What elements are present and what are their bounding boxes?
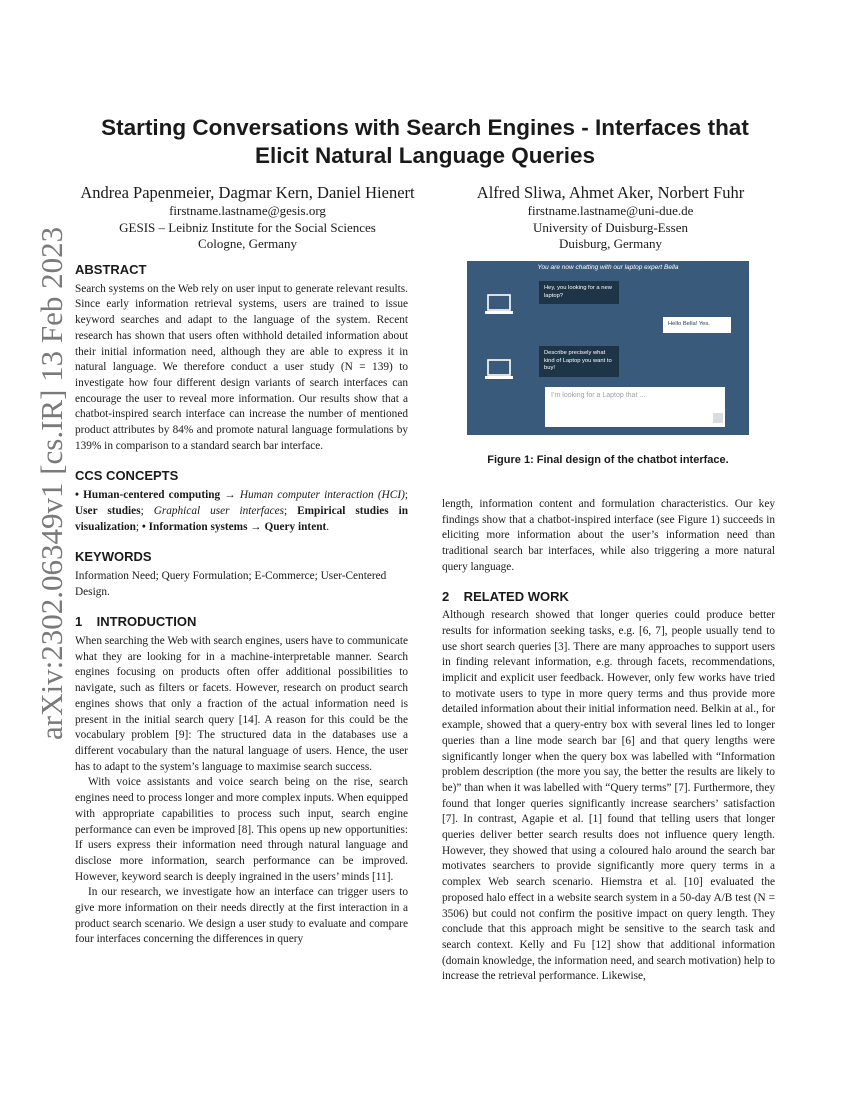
ccs-concept: Human computer interaction (HCI): [239, 489, 405, 502]
laptop-icon: [484, 359, 514, 381]
ccs-arrow: →: [220, 489, 240, 502]
author-email: firstname.lastname@gesis.org: [169, 203, 326, 218]
ccs-concept: Query intent: [264, 520, 327, 533]
right-column: [442, 497, 775, 985]
ccs-arrow: →: [247, 520, 265, 533]
author-affiliation: University of Duisburg-Essen: [532, 219, 689, 235]
abstract-heading: ABSTRACT: [75, 262, 147, 277]
ccs-concept: • Human-centered computing: [75, 489, 221, 502]
abstract-text: Search systems on the Web rely on user input to generate relevant results. Since early information retrieval systems, users are trained to issue keyword searches and adapt to the language of the system. Recent research has shown that users often withhold detailed information about their initial information need, although they are able to express it in natural language. We therefore conduct a user study (N = 139) to investigate how four different design variants of search interfaces can encourage the user to reveal more information. Our results show that a chatbot-inspired search interface can increase the number of mentioned product attributes by 84% and promote natural language formulations by 139% in comparison to a standard search bar interface.: [75, 282, 408, 452]
ccs-concept: • Information systems: [141, 520, 248, 533]
ccs-concept: User studies: [75, 504, 141, 517]
keywords-heading: KEYWORDS: [75, 549, 152, 565]
figure-caption: Figure 1: Final design of the chatbot interface.: [487, 454, 729, 466]
ccs-separator: ;: [404, 489, 408, 502]
author-block-left: [75, 183, 420, 253]
author-location: Cologne, Germany: [198, 236, 297, 251]
keywords-text: Information Need; Query Formulation; E-Commerce; User-Centered Design.: [75, 569, 387, 598]
laptop-icon: [484, 294, 514, 316]
ccs-separator: .: [326, 520, 330, 533]
intro-continuation: length, information content and formulation characteristics. Our key findings show that a chatbot-inspired interface (see Figure 1) succeeds in eliciting more information about the user’s information need than traditional search bar interfaces, while also triggering a more natural query language.: [442, 498, 775, 573]
related-work-text: Although research showed that longer queries could produce better results for information seeking tasks, e.g. [6, 7], people usually tend to use short search queries [3]. There are many approaches to support users in finding relevant information, e.g. through facets, recommendations, implicit and explicit user feedback. However, only few works have tried to motivate users to type in more query terms and thus provide more detailed information about their initial information need. Belkin at al., for example, showed that a query-entry box with several lines led to longer queries than a line mode search bar [6] and that query lengths were significantly longer when the query box was labelled with “Information problem description (the more you say, the better the results are likely to be)” than when it was labelled with “Query terms” [7]. Furthermore, they found that longer queries significantly increase searchers’ satisfaction [7]. In contrast, Agapie et al. [1] found that telling users that longer queries deliver better search results does not influence query length. However, they showed that using a coloured halo around the search bar motivates searchers to provide significantly more query terms in a complex Web search scenario. Hiemstra et al. [10] evaluated the proposed halo effect in a website search system in a 50-day A/B test (N = 3506) but could not confirm the positive impact on query length. They conclude that this approach might be sensitive to the search task and search context. Kelly and Fu [12] show that additional information (domain knowledge, the information need, and search motivation) help to increase the retrieval performance. Likewise,: [442, 609, 775, 983]
author-affiliation: GESIS – Leibniz Institute for the Social Sciences: [119, 219, 376, 235]
ccs-concept: Graphical user interfaces: [153, 504, 285, 517]
ccs-text: [75, 488, 408, 535]
arxiv-identifier: arXiv:2302.06349v1 [cs.IR] 13 Feb 2023: [34, 226, 69, 740]
bot-message-bubble: Hey, you looking for a new laptop?: [539, 281, 619, 304]
bot-message-bubble: Describe precisely what kind of Laptop you want to buy!: [539, 346, 619, 377]
left-column: [75, 262, 408, 948]
chat-header: You are now chatting with our laptop expert Bella: [537, 264, 679, 271]
send-icon[interactable]: [713, 413, 723, 423]
related-work-heading: 2 RELATED WORK: [442, 588, 569, 604]
author-location: Duisburg, Germany: [558, 236, 663, 251]
user-reply-bubble: Hello Bella! Yes.: [663, 317, 731, 333]
chat-input[interactable]: I’m looking for a Laptop that ...: [545, 387, 725, 427]
author-block-right: [448, 183, 773, 253]
intro-paragraph-2: With voice assistants and voice search being on the rise, search engines need to process longer and more complex inputs. When equipped with appropriate capabilities to process such input, search engine performance can even be improved [8]. This opens up new opportunities: If users express their information need through natural language and disclose more information, search performance can be improved. However, keyword search is deeply ingrained in the users’ minds [11].: [75, 776, 408, 883]
ccs-separator: ;: [284, 504, 298, 517]
ccs-concept: Empirical studies in visualization: [75, 504, 409, 533]
author-names: Andrea Papenmeier, Dagmar Kern, Daniel Hienert: [80, 183, 415, 202]
author-names: Alfred Sliwa, Ahmet Aker, Norbert Fuhr: [476, 183, 745, 202]
intro-paragraph-1: When searching the Web with search engines, users have to communicate what they are looking for in a machine-interpretable manner. Search engines focusing on products often offer additional possibilities to navigate, such as filters or facets. However, research on product search engines shows that only a fraction of the actual information need is present in the initial search query [14]. A reason for this could be the vocabulary problem [9]: The structured data in the databases use a different vocabulary than the natural language of users. Hence, the user has to adapt to the system’s language to maximise search success.: [75, 635, 408, 773]
intro-paragraph-3: In our research, we investigate how an interface can trigger users to give more information on their needs directly at the first interaction in a product search scenario. We design a user study to evaluate and compare four interfaces concerning the differences in query: [75, 886, 408, 946]
author-email: firstname.lastname@uni-due.de: [527, 203, 694, 218]
introduction-heading: 1 INTRODUCTION: [75, 614, 197, 630]
paper-title: Starting Conversations with Search Engines - Interfaces that Elicit Natural Language Queries: [101, 115, 749, 168]
ccs-separator: ;: [135, 520, 142, 533]
ccs-separator: ;: [140, 504, 154, 517]
ccs-heading: CCS CONCEPTS: [75, 468, 179, 484]
